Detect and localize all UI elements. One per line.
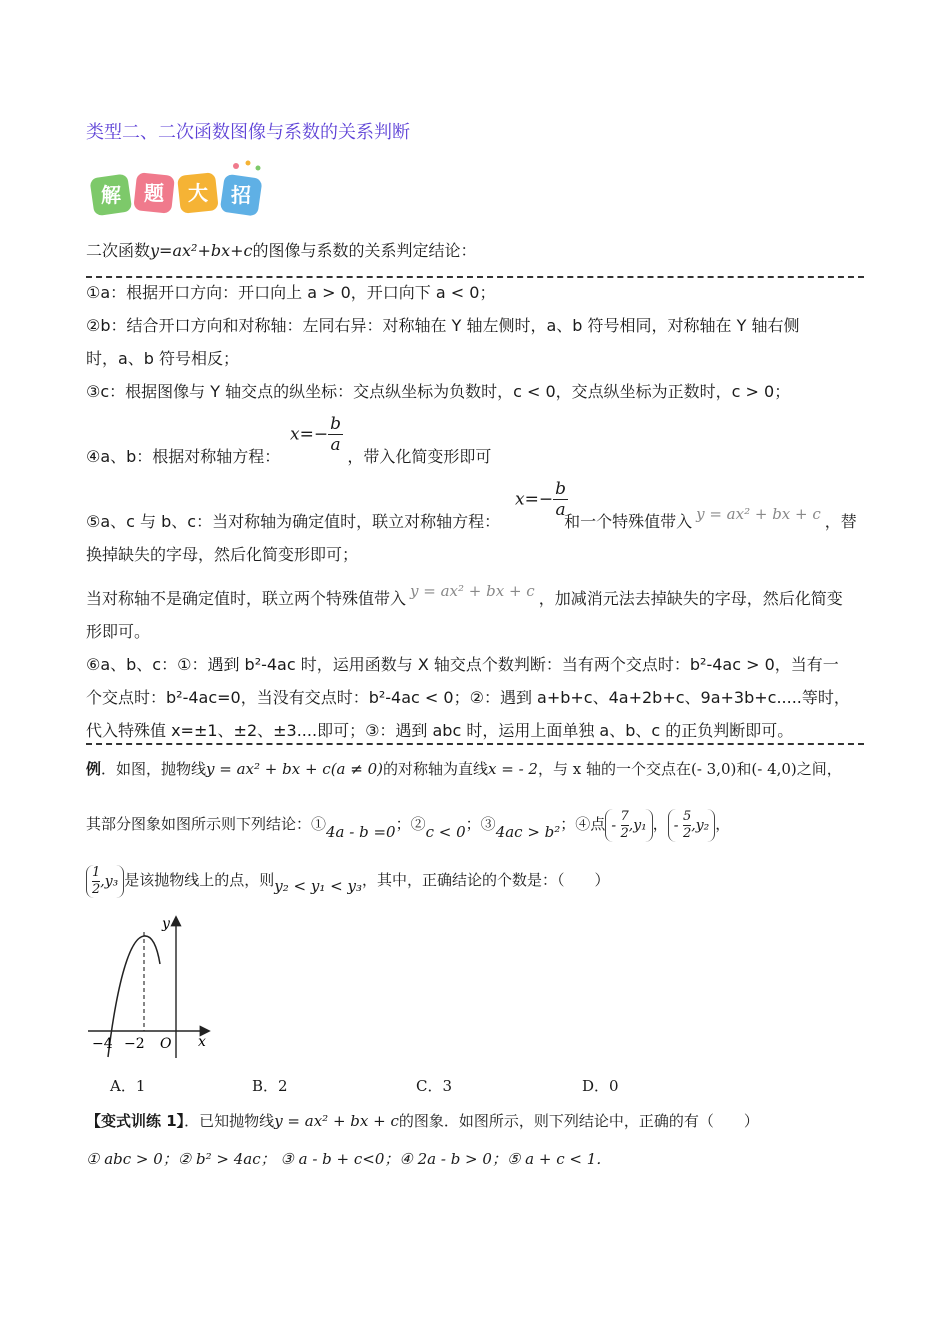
label-x: x [198, 1034, 206, 1050]
variant-items: ① abc > 0；② b² > 4ac； ③ a - b + c<0；④ 2a - b > 0；⑤ a + c < 1． [86, 1150, 612, 1168]
example-label: 例 [86, 760, 102, 778]
rule-6-line-2: 个交点时：b²-4ac=0，当没有交点时：b²-4ac < 0；②：遇到 a+b+c、4a+2b+c、9a+3b+c.....等时， [86, 688, 850, 707]
conclusion-2: c < 0 [425, 823, 466, 841]
variant-line-1: 【变式训练 1】．已知抛物线y = ax² + bx + c的图象．如图所示，则下列结论中，正确的有（ ） [86, 1112, 759, 1130]
conclusion-3: 4ac > b² [495, 823, 561, 841]
label-origin: O [160, 1036, 172, 1052]
option-c[interactable]: C．3 [416, 1077, 453, 1095]
intro-formula: y=ax²+bx+c [150, 241, 253, 260]
rule-4: ④a、b：根据对称轴方程： ，带入化简变形即可 [86, 447, 492, 466]
intro-line: 二次函数y=ax²+bx+c的图像与系数的关系判定结论： [86, 241, 477, 260]
divider-bottom [86, 743, 864, 745]
rule-5-line-4: 形即可。 [86, 622, 151, 641]
option-d[interactable]: D．0 [582, 1077, 619, 1095]
point-3: $\frac{1}{2},y_3$ [86, 865, 124, 898]
label-minus-4: −4 [92, 1036, 113, 1052]
point-1: - $\frac{7}{2},y_1$ [605, 809, 652, 842]
rule-5: ⑤a、c 与 b、c：当对称轴为确定值时，联立对称轴方程： 和一个特殊值带入 y = ax² + bx + c ，替 [86, 505, 857, 531]
parabola-graph [86, 912, 216, 1062]
section-title: 类型二、二次函数图像与系数的关系判断 [86, 122, 410, 143]
gray-formula-1: y = ax² + bx + c [696, 505, 821, 523]
variant-label: 【变式训练 1】 [86, 1112, 185, 1130]
rule-6-line-1: ⑥a、b、c：①：遇到 b²-4ac 时，运用函数与 X 轴交点个数判断：当有两个交点时：b²-4ac > 0，当有一 [86, 655, 839, 674]
option-a[interactable]: A．1 [110, 1077, 146, 1095]
badge-char-4: 招 [231, 183, 251, 207]
solution-tips-badge [88, 160, 268, 222]
axis-equation-5: x=− $\frac{b}{a}$ [515, 479, 566, 520]
axis-equation-4: x=− $\frac{b}{a}$ [290, 414, 341, 455]
inequality: y₂ < y₁ < y₃ [274, 877, 362, 895]
badge-char-3: 大 [188, 181, 208, 205]
variant-line-2 [86, 1148, 611, 1169]
rule-5-line-2: 换掉缺失的字母，然后化简变形即可； [86, 545, 359, 564]
rule-1: ①a：根据开口方向：开口向上 a > 0，开口向下 a < 0； [86, 283, 496, 302]
example-line-1: 例．如图，抛物线y = ax² + bx + c(a ≠ 0)的对称轴为直线x = - 2，与 x 轴的一个交点在(- 3,0)和(- 4,0)之间， [86, 760, 842, 778]
rule-3: ③c：根据图像与 Y 轴交点的纵坐标：交点纵坐标为负数时，c < 0，交点纵坐标为正数时，c > 0； [86, 382, 791, 401]
conclusion-1: 4a - b =0 [326, 823, 396, 841]
gray-formula-2: y = ax² + bx + c [410, 582, 535, 600]
badge-char-1: 解 [101, 183, 121, 207]
rule-2-line-2: 时，a、b 符号相反； [86, 349, 240, 368]
rule-5-line-3: 当对称轴不是确定值时，联立两个特殊值带入 y = ax² + bx + c ，加减消元法去掉缺失的字母，然后化简变 [86, 582, 843, 608]
badge-char-2: 题 [144, 181, 164, 205]
point-2: - $\frac{5}{2},y_2$ [668, 809, 715, 842]
label-y: y [162, 916, 170, 932]
rule-6-line-3: 代入特殊值 x=±1、±2、±3....即可；③：遇到 abc 时，运用上面单独 a、b、c 的正负判断即可。 [86, 721, 794, 740]
example-line-2: 其部分图象如图所示则下列结论：①4a - b =0；②c < 0；③4ac > b²；④点 - $\frac{7}{2},y_1$ ， - $\frac{5}{2},y_2$ ， [86, 808, 731, 841]
example-line-3: $\frac{1}{2},y_3$ 是该抛物线上的点，则y₂ < y₁ < y₃，其中，正确结论的个数是：（ ） [86, 860, 609, 900]
label-minus-2: −2 [124, 1036, 145, 1052]
option-b[interactable]: B．2 [252, 1077, 288, 1095]
rule-2-line-1: ②b：结合开口方向和对称轴：左同右异：对称轴在 Y 轴左侧时，a、b 符号相同，对称轴在 Y 轴右侧 [86, 316, 800, 335]
